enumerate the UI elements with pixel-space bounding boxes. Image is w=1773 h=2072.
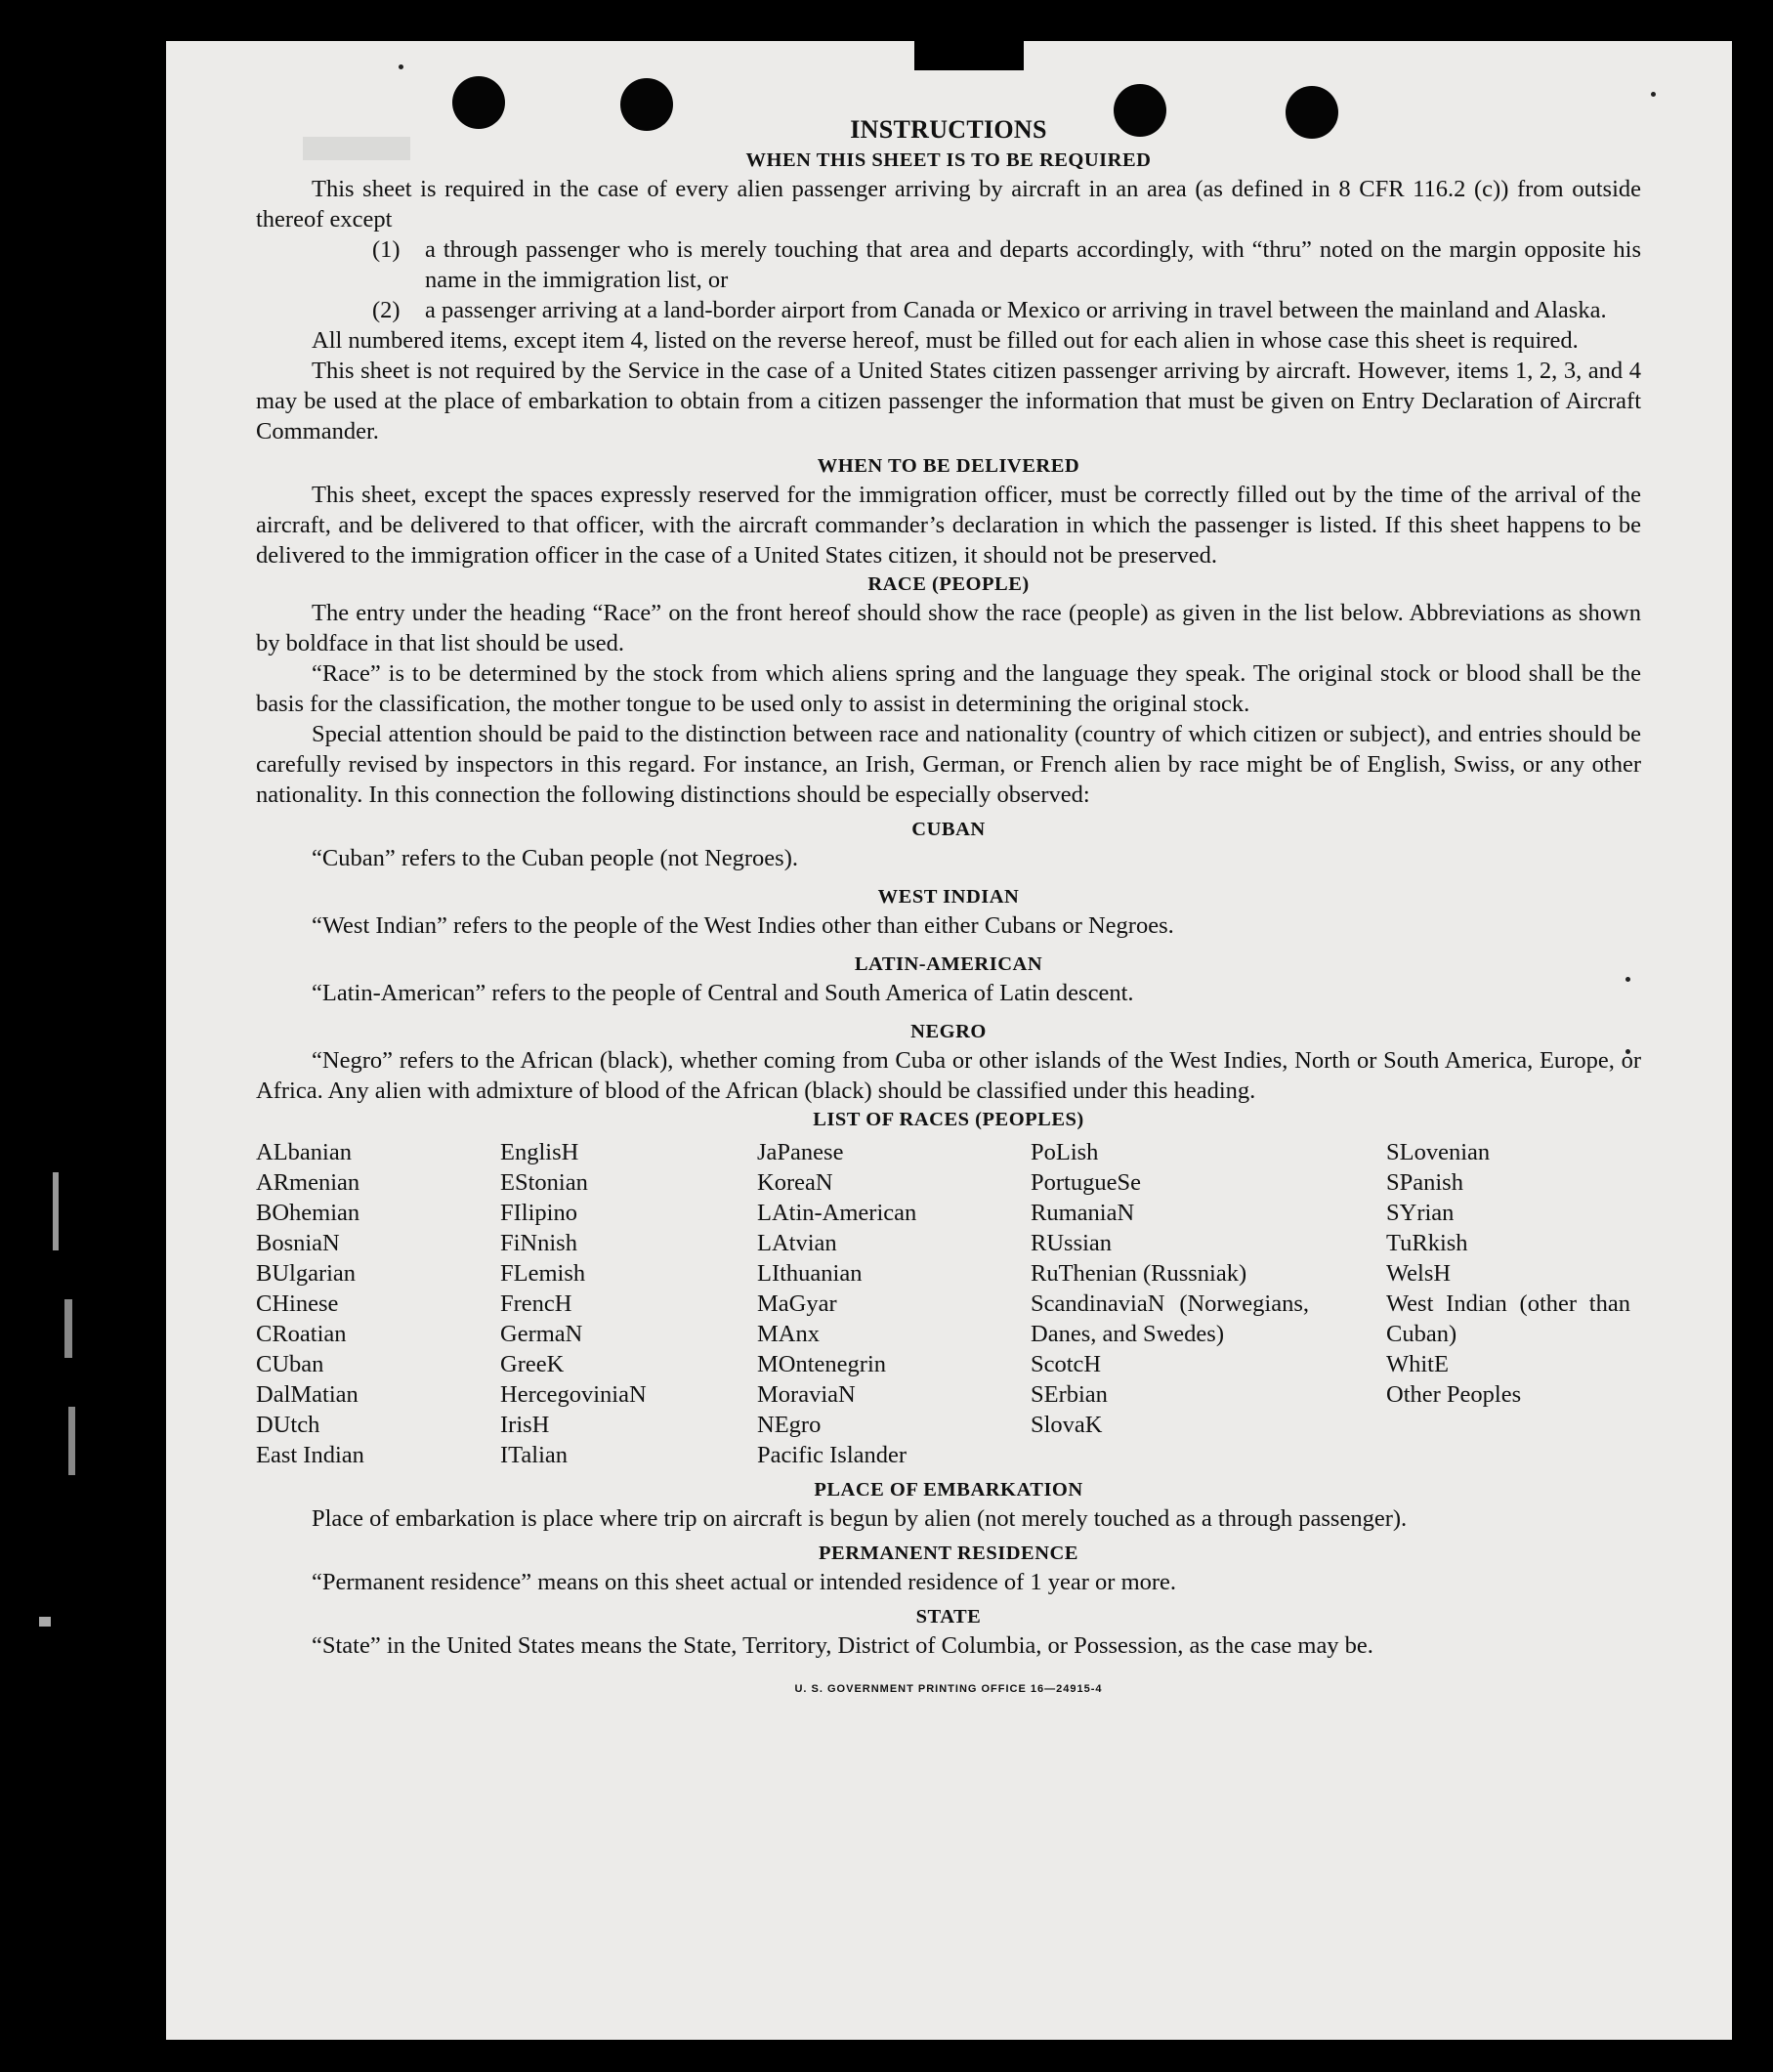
- numbered-item: [256, 295, 1641, 325]
- section-heading: WHEN THIS SHEET IS TO BE REQUIRED: [745, 149, 1152, 171]
- speck: [399, 64, 403, 69]
- race-column: [1386, 1137, 1641, 1470]
- paragraph: “West Indian” refers to the people of the West Indies other than either Cubans or Negroes.: [312, 912, 1174, 939]
- race-item: RumaniaN: [1031, 1200, 1135, 1226]
- race-column: [256, 1137, 500, 1470]
- page-title: INSTRUCTIONS: [850, 115, 1047, 144]
- section-heading: PERMANENT RESIDENCE: [819, 1543, 1078, 1564]
- race-item: CUban: [256, 1351, 324, 1377]
- race-item: ITalian: [500, 1442, 569, 1468]
- race-item: HercegoviniaN: [500, 1381, 647, 1408]
- item-number: (1): [372, 236, 401, 263]
- paragraph: The entry under the heading “Race” on the front hereof should show the race (people) as given in the list below. Abbreviations as shown by boldface in that list should be used.: [256, 600, 1641, 656]
- tab-notch: [914, 39, 1024, 70]
- section-heading: RACE (PEOPLE): [867, 573, 1030, 595]
- race-item: PoLish: [1031, 1139, 1099, 1165]
- race-item: EnglisH: [500, 1139, 579, 1165]
- paragraph: This sheet, except the spaces expressly reserved for the immigration officer, must be correctly filled out by the time of the arrival of the aircraft, and be delivered to that officer, with the aircraft commander’s declaration in which the passenger is listed. If this sheet happens to be delivered to the immigration officer in the case of a United States citizen, it should not be preserved.: [256, 482, 1641, 569]
- race-item: FrencH: [500, 1290, 572, 1317]
- race-column: [1031, 1137, 1386, 1470]
- paragraph: “Cuban” refers to the Cuban people (not Negroes).: [312, 845, 798, 871]
- film-scratch: [53, 1172, 59, 1250]
- paragraph: All numbered items, except item 4, listed on the reverse hereof, must be filled out for each alien in whose case this sheet is required.: [312, 327, 1579, 354]
- section-heading: CUBAN: [911, 819, 986, 840]
- document-page: [166, 41, 1732, 2040]
- paragraph: “Permanent residence” means on this sheet actual or intended residence of 1 year or more.: [312, 1569, 1177, 1595]
- item-text: a passenger arriving at a land-border airport from Canada or Mexico or arriving in travel between the mainland and Alaska.: [425, 297, 1607, 323]
- race-item: SYrian: [1386, 1200, 1455, 1226]
- race-item: SErbian: [1031, 1381, 1108, 1408]
- race-item: JaPanese: [757, 1139, 844, 1165]
- race-item: MaGyar: [757, 1290, 837, 1317]
- race-item: BUlgarian: [256, 1260, 357, 1287]
- paragraph: “Race” is to be determined by the stock from which aliens spring and the language they speak. The original stock or blood shall be the basis for the classification, the mother tongue to be used only to assist in determining the original stock.: [256, 660, 1641, 717]
- race-item: Pacific Islander: [757, 1442, 908, 1468]
- section-heading: LIST OF RACES (PEOPLES): [813, 1109, 1084, 1130]
- section-heading: NEGRO: [910, 1021, 987, 1042]
- race-item: GreeK: [500, 1351, 565, 1377]
- race-item: BOhemian: [256, 1200, 360, 1226]
- race-item: FiNnish: [500, 1230, 577, 1256]
- race-item: LIthuanian: [757, 1260, 863, 1287]
- paragraph: This sheet is not required by the Service in the case of a United States citizen passenger arriving by aircraft. However, items 1, 2, 3, and 4 may be used at the place of embarkation to obtain from a citizen passenger the information that must be given on Entry Declaration of Aircraft Commander.: [256, 358, 1641, 444]
- numbered-item: [256, 234, 1641, 295]
- race-item: RuThenian (Russniak): [1031, 1260, 1247, 1287]
- paragraph: Place of embarkation is place where trip on aircraft is begun by alien (not merely touched as a through passenger).: [312, 1505, 1408, 1532]
- race-column: [500, 1137, 757, 1470]
- printer-imprint: U. S. GOVERNMENT PRINTING OFFICE 16—24915-4: [794, 1683, 1103, 1695]
- paragraph: “Negro” refers to the African (black), whether coming from Cuba or other islands of the West Indies, North or South America, Europe, or Africa. Any alien with admixture of blood of the African (black) should be classified under this heading.: [256, 1047, 1641, 1104]
- section-heading: STATE: [915, 1606, 982, 1628]
- race-item: EStonian: [500, 1169, 588, 1196]
- race-item: East Indian: [256, 1442, 364, 1468]
- race-list: [256, 1137, 1641, 1470]
- section-heading: PLACE OF EMBARKATION: [814, 1479, 1083, 1501]
- race-item: Other Peoples: [1386, 1381, 1522, 1408]
- race-item: CHinese: [256, 1290, 339, 1317]
- race-item: BosniaN: [256, 1230, 340, 1256]
- paragraph: Special attention should be paid to the distinction between race and nationality (country of which citizen or subject), and entries should be carefully revised by inspectors in this regard. For instance, an Irish, German, or French alien by race might be of English, Swiss, or any other nationality. In this connection the following distinctions should be especially observed:: [256, 721, 1641, 808]
- race-item: ALbanian: [256, 1139, 352, 1165]
- race-item: DUtch: [256, 1412, 320, 1438]
- paragraph: “Latin-American” refers to the people of Central and South America of Latin descent.: [312, 980, 1134, 1006]
- race-item: MoraviaN: [757, 1381, 856, 1408]
- paragraph: This sheet is required in the case of every alien passenger arriving by aircraft in an area (as defined in 8 CFR 116.2 (c)) from outside thereof except: [256, 176, 1641, 233]
- section-heading: LATIN-AMERICAN: [854, 953, 1043, 975]
- race-item: ScandinaviaN (Norwegians, Danes, and Swedes): [1031, 1290, 1309, 1347]
- film-scratch: [64, 1299, 72, 1358]
- item-text: a through passenger who is merely touching that area and departs accordingly, with “thru” noted on the margin opposite his name in the immigration list, or: [425, 236, 1641, 293]
- film-scratch: [39, 1617, 51, 1627]
- section-heading: WHEN TO BE DELIVERED: [817, 455, 1080, 477]
- race-item: LAtvian: [757, 1230, 837, 1256]
- item-number: (2): [372, 297, 401, 323]
- race-item: WelsH: [1386, 1260, 1452, 1287]
- race-item: FLemish: [500, 1260, 586, 1287]
- paragraph: “State” in the United States means the State, Territory, District of Columbia, or Possession, as the case may be.: [312, 1632, 1373, 1659]
- race-item: KoreaN: [757, 1169, 833, 1196]
- race-item: MOntenegrin: [757, 1351, 886, 1377]
- race-item: IrisH: [500, 1412, 550, 1438]
- race-item: MAnx: [757, 1321, 820, 1347]
- race-item: PortugueSe: [1031, 1169, 1141, 1196]
- race-item: GermaN: [500, 1321, 583, 1347]
- race-item: RUssian: [1031, 1230, 1113, 1256]
- instructions-body: [256, 113, 1641, 1705]
- race-item: CRoatian: [256, 1321, 347, 1347]
- speck: [1651, 92, 1656, 97]
- race-item: NEgro: [757, 1412, 822, 1438]
- race-item: TuRkish: [1386, 1230, 1468, 1256]
- race-column: [757, 1137, 1031, 1470]
- section-heading: WEST INDIAN: [877, 886, 1020, 908]
- race-item: SPanish: [1386, 1169, 1463, 1196]
- race-item: ARmenian: [256, 1169, 360, 1196]
- race-item: SlovaK: [1031, 1412, 1103, 1438]
- race-item: ScotcH: [1031, 1351, 1102, 1377]
- race-item: WhitE: [1386, 1351, 1449, 1377]
- race-item: West Indian (other than Cuban): [1386, 1290, 1630, 1347]
- race-item: DalMatian: [256, 1381, 359, 1408]
- race-item: FIlipino: [500, 1200, 577, 1226]
- race-item: SLovenian: [1386, 1139, 1491, 1165]
- race-item: LAtin-American: [757, 1200, 917, 1226]
- film-scratch: [68, 1407, 75, 1475]
